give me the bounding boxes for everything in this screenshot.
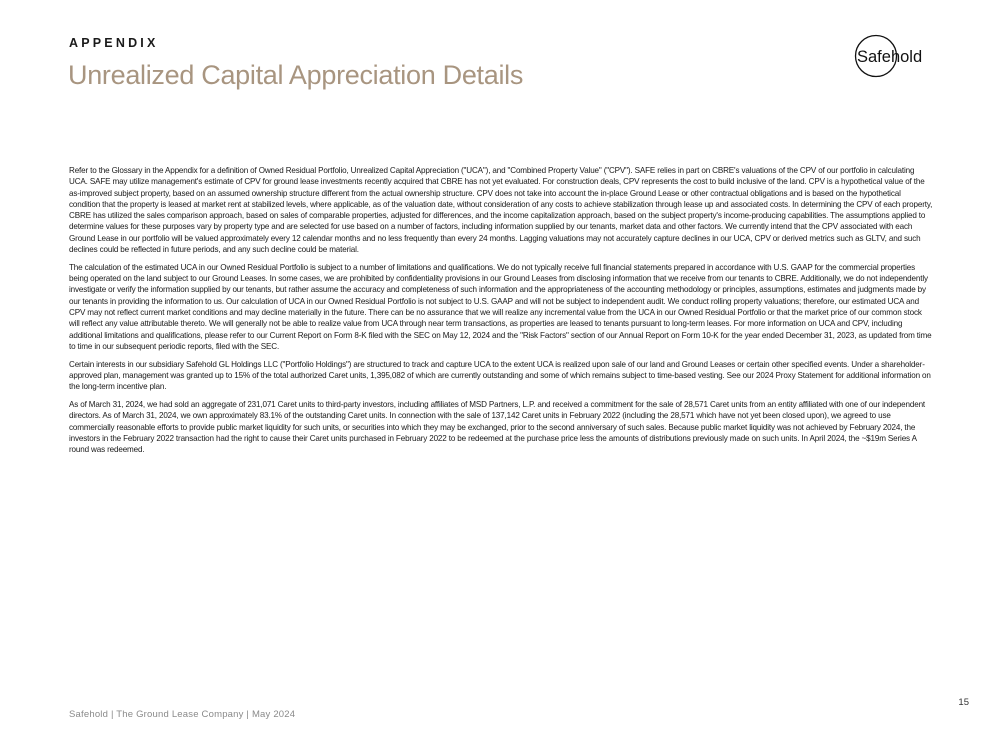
logo-wordmark: Safehold xyxy=(857,48,923,66)
page-number: 15 xyxy=(958,697,969,708)
safehold-logo-mark xyxy=(852,30,934,82)
paragraph-caret-units: As of March 31, 2024, we had sold an aggregate of 231,071 Caret units to third-party investors, including affiliates of MSD Partners, L.P. and received a commitment for the sale of 28,571 Caret units from an entity affiliated with one of our independent directors. As of March 31, 2024, we own approximately 83.1% of the outstanding Caret units. In connection with the sale of 137,142 Caret units in February 2022 (including the 28,571 which have not yet been closed upon), we agreed to use commercially reasonable efforts to provide public market liquidity for such units, or securities into which they may be exchanged, prior to the second anniversary of such sales. Because public market liquidity was not achieved by February 2024, the investors in the February 2022 transaction had the right to cause their Caret units purchased in February 2022 to be redeemed at the purchase price less the amounts of distributions previously made on such units. In April 2024, the ~$19m Series A round was redeemed. xyxy=(69,400,926,455)
paragraph-definitions: Refer to the Glossary in the Appendix for a definition of Owned Residual Portfolio, Unrealized Capital Appreciation ("UCA"), and "Combined Property Value" ("CPV"). SAFE relies in part on CBRE's valuations of the CPV of our portfolio in calculating UCA. SAFE may utilize management's estimate of CPV for ground lease investments recently acquired that CBRE has not yet evaluated. For construction deals, CPV represents the cost to build inclusive of the land. CPV is a hypothetical value of the as-improved subject property, based on an assumed ownership structure different from the actual ownership structure. CPV does not take into account the in-place Ground Lease or other contractual obligations and is based on the hypothetical condition that the property is leased at market rent at stabilized levels, where applicable, as of the valuation date, without consideration of any costs to achieve stabilization through lease up and associated costs. In determining the CPV of each property, CBRE has utilized the sales comparison approach, based on sales of comparable properties, adjusted for differences, and the income capitalization approach, based on the subject property's income-producing capabilities. The assumptions applied to determine values for these purposes vary by property type and are selected for use based on a number of factors, including information supplied by our tenants, market data and other factors. We currently intend that the CPV associated with each Ground Lease in our portfolio will be valued approximately every 12 calendar months and no less frequently than every 24 months. Lagging valuations may not accurately capture declines in our UCA, CPV or derived metrics such as GLTV, and such declines could be reflected in future periods, and any such decline could be material. xyxy=(69,166,933,255)
paragraph-calculation-limitations: The calculation of the estimated UCA in our Owned Residual Portfolio is subject to a number of limitations and qualifications. We do not typically receive full financial statements prepared in accordance with U.S. GAAP for the commercial properties being operated on the land subject to our Ground Leases. In some cases, we are prohibited by confidentiality provisions in our Ground Leases from disclosing information that we receive from our tenants to CBRE. Additionally, we do not independently investigate or verify the information supplied by our tenants, but rather assume the accuracy and completeness of such information and the appropriateness of the accounting methodology or principles, assumptions, estimates and judgments made by our tenants in providing the information to us. Our calculation of UCA in our Owned Residual Portfolio is not subject to U.S. GAAP and will not be subject to independent audit. We conduct rolling property valuations; therefore, our estimated UCA and CPV may not reflect current market conditions and may decline materially in the future. There can be no assurance that we will realize any incremental value from the UCA in our Owned Residual Portfolio or that the market price of our common stock will reflect any value attributable thereto. We will generally not be able to realize value from UCA through near term transactions, as properties are leased to tenants pursuant to long-term leases. For more information on UCA and CPV, including additional limitations and qualifications, please refer to our Current Report on Form 8-K filed with the SEC on May 12, 2024 and the "Risk Factors" section of our Annual Report on Form 10-K for the year ended December 31, 2023, as updated from time to time in our subsequent periodic reports, filed with the SEC. xyxy=(69,262,932,351)
paragraph-portfolio-holdings: Certain interests in our subsidiary Safehold GL Holdings LLC ("Portfolio Holdings") are structured to track and capture UCA to the extent UCA is realized upon sale of our land and Ground Leases or certain other specified events. Under a shareholder-approved plan, management was granted up to 15% of the total authorized Caret units, 1,395,082 of which are currently outstanding and some of which remains subject to time-based vesting. See our 2024 Proxy Statement for additional information on the long-term incentive plan. xyxy=(69,359,931,392)
disclosure-body xyxy=(69,165,933,462)
safehold-logo xyxy=(852,30,934,82)
page-title: Unrealized Capital Appreciation Details xyxy=(68,60,524,90)
footer-text: Safehold | The Ground Lease Company | May 2024 xyxy=(69,709,296,720)
section-kicker: APPENDIX xyxy=(69,36,159,50)
